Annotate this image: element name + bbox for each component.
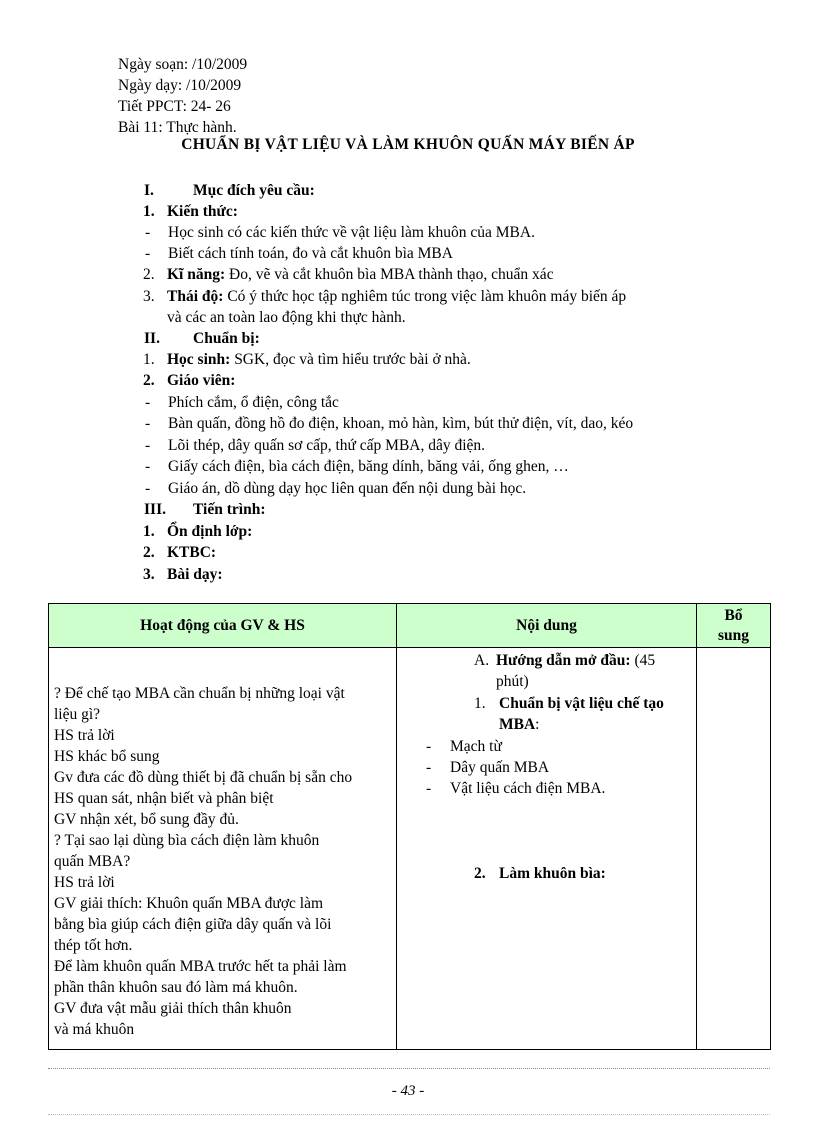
gv-item-4: Giấy cách điện, bìa cách điện, băng dính, băng vải, ống ghen, … xyxy=(168,458,569,475)
section1-num: I. xyxy=(144,182,154,199)
activity-line: HS trả lời xyxy=(54,727,115,744)
activity-line: quấn MBA? xyxy=(54,853,131,870)
hocsinh-text: SGK, đọc và tìm hiểu trước bài ở nhà. xyxy=(230,351,471,368)
step1-num: 1. xyxy=(143,523,155,540)
gv-item-1: Phích cắm, ổ điện, công tắc xyxy=(168,394,339,411)
step-prep-label: Chuẩn bị vật liệu chế tạo xyxy=(499,695,664,712)
kinang-label: Kĩ năng: xyxy=(167,266,226,283)
kienthuc-label: Kiến thức: xyxy=(167,203,238,220)
section1-heading: Mục đích yêu cầu: xyxy=(193,182,315,199)
dash-bullet: - xyxy=(145,224,151,241)
content-cell xyxy=(397,648,697,1050)
dash-bullet: - xyxy=(145,245,151,262)
step2-label: KTBC: xyxy=(167,544,217,561)
supplement-cell xyxy=(697,648,771,1050)
material-item-2: Dây quấn MBA xyxy=(450,759,550,776)
material-item-3: Vật liệu cách điện MBA. xyxy=(450,780,606,797)
kinang-text: Đo, vẽ và cắt khuôn bìa MBA thành thạo, chuẩn xác xyxy=(225,266,554,283)
part-a-line xyxy=(496,650,655,671)
date-prepared: Ngày soạn: /10/2009 xyxy=(118,56,248,73)
hocsinh-num: 1. xyxy=(143,351,155,368)
step-mold-num: 2. xyxy=(474,865,486,882)
activity-line: ? Để chế tạo MBA cần chuẩn bị những loại vật xyxy=(54,685,345,702)
date-taught: Ngày dạy: /10/2009 xyxy=(118,77,242,94)
page-number: - 43 - xyxy=(391,1083,425,1099)
activity-line: thép tốt hơn. xyxy=(54,937,133,954)
header-activities: Hoạt động của GV & HS xyxy=(49,604,397,648)
step-prep-cont xyxy=(499,714,539,735)
step2-num: 2. xyxy=(143,544,155,561)
material-item-1: Mạch từ xyxy=(450,738,502,755)
header-supplement xyxy=(697,604,771,648)
gv-item-3: Lõi thép, dây quấn sơ cấp, thứ cấp MBA, dây điện. xyxy=(168,437,486,454)
dash-bullet: - xyxy=(426,759,432,776)
activity-line: phần thân khuôn sau đó làm má khuôn. xyxy=(54,979,298,996)
dash-bullet: - xyxy=(145,458,151,475)
hocsinh-line xyxy=(167,349,471,370)
hocsinh-label: Học sinh: xyxy=(167,351,231,368)
activity-line: GV đưa vật mẫu giải thích thân khuôn xyxy=(54,1000,292,1017)
dash-bullet: - xyxy=(426,738,432,755)
kinang-line xyxy=(167,264,554,285)
thaido-label: Thái độ: xyxy=(167,288,224,305)
gv-item-5: Giáo án, dồ dùng dạy học liên quan đến nội dung bài học. xyxy=(168,480,527,497)
activity-line: HS quan sát, nhận biết và phân biệt xyxy=(54,790,274,807)
step-prep-num: 1. xyxy=(474,695,486,712)
part-a-time: (45 xyxy=(630,652,656,669)
activities-cell xyxy=(49,648,397,1050)
giaovien-label: Giáo viên: xyxy=(167,372,236,389)
step-mold-label: Làm khuôn bìa: xyxy=(499,865,606,882)
activity-line: Gv đưa các đồ dùng thiết bị đã chuẩn bị sẵn cho xyxy=(54,769,353,786)
dash-bullet: - xyxy=(426,780,432,797)
section3-heading: Tiến trình: xyxy=(193,501,266,518)
section2-num: II. xyxy=(144,330,160,347)
activity-line: HS trả lời xyxy=(54,874,115,891)
activity-line: ? Tại sao lại dùng bìa cách điện làm khuôn xyxy=(54,832,320,849)
gv-item-2: Bàn quấn, đồng hồ đo điện, khoan, mỏ hàn, kìm, bút thử điện, vít, dao, kéo xyxy=(168,415,634,432)
activity-line: liệu gì? xyxy=(54,706,101,723)
thaido-num: 3. xyxy=(143,288,155,305)
thaido-cont: và các an toàn lao động khi thực hành. xyxy=(167,309,406,326)
step-prep-cont-tail: : xyxy=(535,716,540,733)
dash-bullet: - xyxy=(145,415,151,432)
thaido-line xyxy=(167,286,626,307)
section2-heading: Chuẩn bị: xyxy=(193,330,260,347)
step1-label: Ổn định lớp: xyxy=(167,523,253,540)
kt-item-1: Học sinh có các kiến thức về vật liệu làm khuôn của MBA. xyxy=(168,224,535,241)
part-a-label: Hướng dẫn mở đầu: xyxy=(496,652,631,669)
activity-line: Để làm khuôn quấn MBA trước hết ta phải làm xyxy=(54,958,347,975)
kinang-num: 2. xyxy=(143,266,155,283)
section3-num: III. xyxy=(144,501,166,518)
page-title: CHUẨN BỊ VẬT LIỆU VÀ LÀM KHUÔN QUẤN MÁY BIẾN ÁP xyxy=(181,136,635,153)
dash-bullet: - xyxy=(145,394,151,411)
activity-line: và má khuôn xyxy=(54,1021,135,1038)
activity-line: bằng bìa giúp cách điện giữa dây quấn và lõi xyxy=(54,916,332,933)
table-header-row xyxy=(49,604,771,648)
header-supplement-label: Bổ sung xyxy=(717,607,750,644)
header-content: Nội dung xyxy=(397,604,697,648)
table-row xyxy=(49,648,771,1050)
kt-item-2: Biết cách tính toán, đo và cắt khuôn bìa MBA xyxy=(168,245,453,262)
lesson-number: Bài 11: Thực hành. xyxy=(118,119,237,136)
dash-bullet: - xyxy=(145,437,151,454)
activity-line: HS khác bổ sung xyxy=(54,748,160,765)
dash-bullet: - xyxy=(145,480,151,497)
step3-num: 3. xyxy=(143,566,155,583)
thaido-text: Có ý thức học tập nghiêm túc trong việc làm khuôn máy biến áp xyxy=(223,288,627,305)
bottom-divider xyxy=(48,1114,770,1115)
footer-divider xyxy=(48,1068,770,1069)
kienthuc-num: 1. xyxy=(143,203,155,220)
part-a-num: A. xyxy=(474,652,490,669)
lesson-period: Tiết PPCT: 24- 26 xyxy=(118,98,231,115)
giaovien-num: 2. xyxy=(143,372,155,389)
step3-label: Bài dạy: xyxy=(167,566,223,583)
activity-line: GV nhận xét, bổ sung đầy đủ. xyxy=(54,811,239,828)
part-a-cont: phút) xyxy=(496,673,529,690)
lesson-table xyxy=(48,603,771,1050)
activity-line: GV giải thích: Khuôn quấn MBA được làm xyxy=(54,895,324,912)
step-prep-cont-bold: MBA xyxy=(499,716,536,733)
